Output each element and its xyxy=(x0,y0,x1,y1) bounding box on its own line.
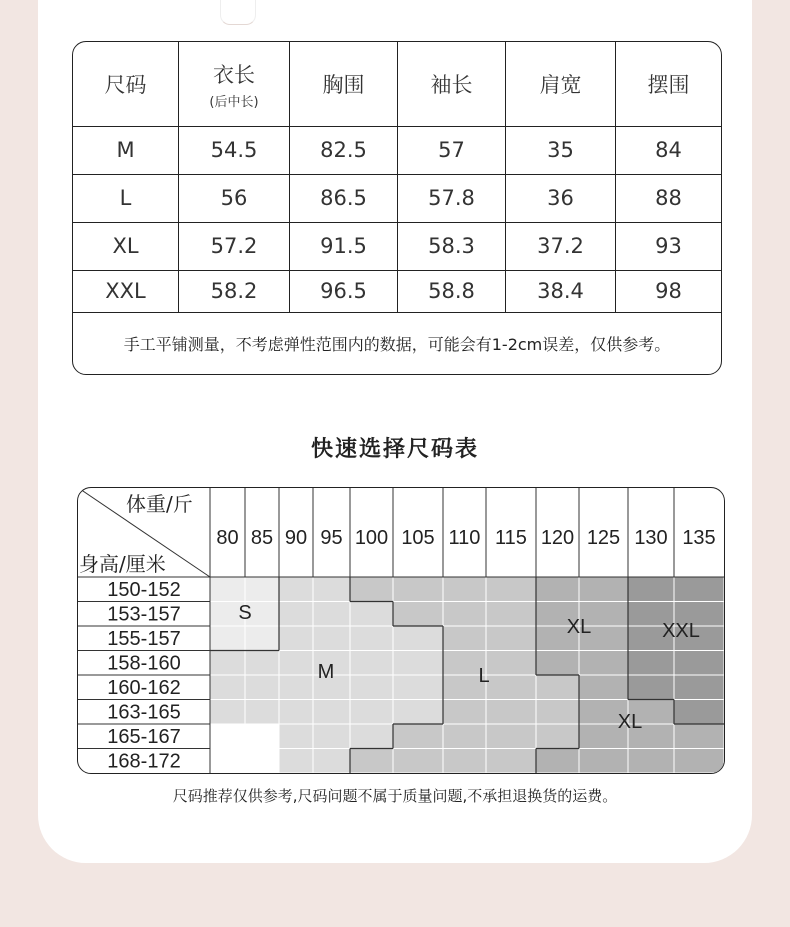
size-cell xyxy=(486,626,536,651)
table-cell: 91.5 xyxy=(290,222,398,270)
size-cell xyxy=(393,651,443,676)
table-cell: 54.5 xyxy=(179,126,290,174)
header-length xyxy=(179,42,290,126)
size-cell xyxy=(486,724,536,749)
size-cell xyxy=(486,675,536,700)
size-cell xyxy=(393,626,443,651)
weight-label: 115 xyxy=(495,527,527,549)
size-cell xyxy=(674,577,724,602)
header-chest xyxy=(290,42,398,126)
header-shoulder xyxy=(506,42,616,126)
table-cell: 36 xyxy=(506,174,616,222)
weight-label: 80 xyxy=(216,527,239,549)
height-label: 163-165 xyxy=(107,701,181,724)
size-region-label: S xyxy=(238,602,252,624)
size-cell xyxy=(245,651,279,676)
measurement-note: 手工平铺测量，不考虑弹性范围内的数据，可能会有1-2cm误差，仅供参考。 xyxy=(123,335,671,354)
table-cell: 88 xyxy=(655,186,682,210)
size-cell xyxy=(279,602,313,627)
size-cell xyxy=(279,749,313,774)
size-cell xyxy=(393,700,443,725)
table-row xyxy=(73,222,721,270)
size-cell xyxy=(486,700,536,725)
table-cell: 93 xyxy=(655,234,682,258)
size-cell xyxy=(210,577,245,602)
size-cell xyxy=(210,700,245,725)
header-label: 胸围 xyxy=(322,73,365,97)
table-cell: 58.3 xyxy=(398,222,506,270)
table-cell: 57 xyxy=(398,126,506,174)
quick-size-chart xyxy=(77,487,725,774)
weight-label: 95 xyxy=(320,527,343,549)
table-row xyxy=(73,270,721,312)
size-cell xyxy=(486,602,536,627)
size-cell xyxy=(210,626,245,651)
size-cell xyxy=(245,724,279,749)
size-cell xyxy=(443,626,486,651)
size-cell xyxy=(536,577,579,602)
size-cell xyxy=(313,626,350,651)
size-cell xyxy=(628,651,674,676)
table-cell: M xyxy=(73,126,179,174)
size-cell xyxy=(313,724,350,749)
size-cell xyxy=(628,749,674,774)
size-cell xyxy=(313,577,350,602)
size-region-label: M xyxy=(317,661,335,683)
table-cell: 57.8 xyxy=(398,174,506,222)
size-cell xyxy=(350,749,393,774)
size-cell xyxy=(536,651,579,676)
size-cell xyxy=(279,626,313,651)
size-region-label: XL xyxy=(566,616,592,638)
size-region-label: XXL xyxy=(662,620,700,642)
size-cell xyxy=(579,651,628,676)
table-cell: 56 xyxy=(179,174,290,222)
size-cell xyxy=(536,724,579,749)
table-cell: 37.2 xyxy=(506,222,616,270)
weight-label: 130 xyxy=(634,527,668,549)
size-cell xyxy=(350,675,393,700)
size-cell xyxy=(279,651,313,676)
chart-footnote: 尺码推荐仅供参考,尺码问题不属于质量问题,不承担退换货的运费。 xyxy=(172,787,618,805)
weight-label: 120 xyxy=(540,527,575,549)
size-cell xyxy=(579,675,628,700)
size-cell xyxy=(245,577,279,602)
size-cell xyxy=(245,675,279,700)
table-cell: 84 xyxy=(655,138,682,162)
height-label: 158-160 xyxy=(107,652,181,675)
weight-label: 135 xyxy=(682,527,716,549)
table-cell: 96.5 xyxy=(290,270,398,312)
size-cell xyxy=(210,749,245,774)
header-label: 衣长 xyxy=(213,62,255,87)
weight-label: 125 xyxy=(586,527,621,549)
size-cell xyxy=(350,577,393,602)
size-cell xyxy=(245,749,279,774)
size-region-label: XL xyxy=(617,711,643,733)
weight-label: 100 xyxy=(354,527,389,549)
size-cell xyxy=(486,651,536,676)
size-cell xyxy=(579,577,628,602)
table-cell: 98 xyxy=(655,279,682,303)
header-label: 袖长 xyxy=(430,73,473,97)
height-label: 160-162 xyxy=(107,677,181,699)
weight-label: 85 xyxy=(250,527,274,549)
table-cell: XL xyxy=(73,222,179,270)
size-cell xyxy=(443,602,486,627)
size-cell xyxy=(350,700,393,725)
size-cell xyxy=(393,749,443,774)
size-cell xyxy=(628,577,674,602)
height-label: 165-167 xyxy=(107,726,181,748)
size-cell xyxy=(443,577,486,602)
size-cell xyxy=(393,577,443,602)
table-cell: 35 xyxy=(506,126,616,174)
weight-label: 110 xyxy=(448,527,481,549)
weight-axis-label: 体重/斤 xyxy=(126,492,193,516)
size-cell xyxy=(486,577,536,602)
table-header-row xyxy=(73,42,721,126)
size-cell xyxy=(443,749,486,774)
height-label: 168-172 xyxy=(107,750,181,773)
table-cell: L xyxy=(73,174,179,222)
size-cell xyxy=(443,724,486,749)
height-label: 155-157 xyxy=(107,628,181,650)
table-cell: 57.2 xyxy=(179,222,290,270)
table-cell: 38.4 xyxy=(506,270,616,312)
table-cell: 82.5 xyxy=(290,126,398,174)
quick-size-title: 快速选择尺码表 xyxy=(310,437,479,462)
size-measurement-table xyxy=(72,41,722,375)
height-label: 153-157 xyxy=(107,603,181,626)
size-region-label: L xyxy=(478,665,490,687)
size-cell xyxy=(674,651,724,676)
size-cell xyxy=(279,675,313,700)
hanger-icon xyxy=(220,0,256,25)
height-label: 150-152 xyxy=(107,579,181,601)
weight-label: 105 xyxy=(401,527,435,549)
table-row xyxy=(73,174,721,222)
size-cell xyxy=(210,675,245,700)
table-cell: 86.5 xyxy=(290,174,398,222)
size-cell xyxy=(313,602,350,627)
size-cell xyxy=(313,749,350,774)
table-cell: 58.8 xyxy=(398,270,506,312)
size-cell xyxy=(313,700,350,725)
header-sleeve xyxy=(398,42,506,126)
size-cell xyxy=(279,577,313,602)
size-cell xyxy=(393,675,443,700)
table-row xyxy=(73,126,721,174)
size-cell xyxy=(486,749,536,774)
size-cell xyxy=(350,724,393,749)
height-axis-label: 身高/厘米 xyxy=(79,552,166,576)
header-size xyxy=(73,42,179,126)
table-cell: 58.2 xyxy=(179,270,290,312)
size-cell xyxy=(245,626,279,651)
size-cell xyxy=(628,675,674,700)
size-cell xyxy=(210,724,245,749)
size-cell xyxy=(536,700,579,725)
header-hem xyxy=(616,42,721,126)
header-sublabel: (后中长) xyxy=(209,94,259,110)
size-cell xyxy=(393,602,443,627)
header-label: 肩宽 xyxy=(539,73,582,97)
size-cell xyxy=(393,724,443,749)
size-cell xyxy=(210,651,245,676)
weight-label: 90 xyxy=(284,527,308,549)
size-cell xyxy=(279,724,313,749)
size-cell xyxy=(350,602,393,627)
size-cell xyxy=(350,651,393,676)
header-label: 摆围 xyxy=(647,73,690,97)
size-cell xyxy=(279,700,313,725)
quick-size-chart-svg xyxy=(77,487,725,774)
size-cell xyxy=(674,724,724,749)
size-cell xyxy=(674,700,724,725)
size-cell xyxy=(674,675,724,700)
size-cell xyxy=(536,749,579,774)
header-label: 尺码 xyxy=(104,73,147,97)
size-cell xyxy=(443,700,486,725)
size-cell xyxy=(536,675,579,700)
table-cell: XXL xyxy=(73,270,179,312)
size-cell xyxy=(674,749,724,774)
size-cell xyxy=(245,700,279,725)
size-cell xyxy=(579,749,628,774)
size-cell xyxy=(350,626,393,651)
